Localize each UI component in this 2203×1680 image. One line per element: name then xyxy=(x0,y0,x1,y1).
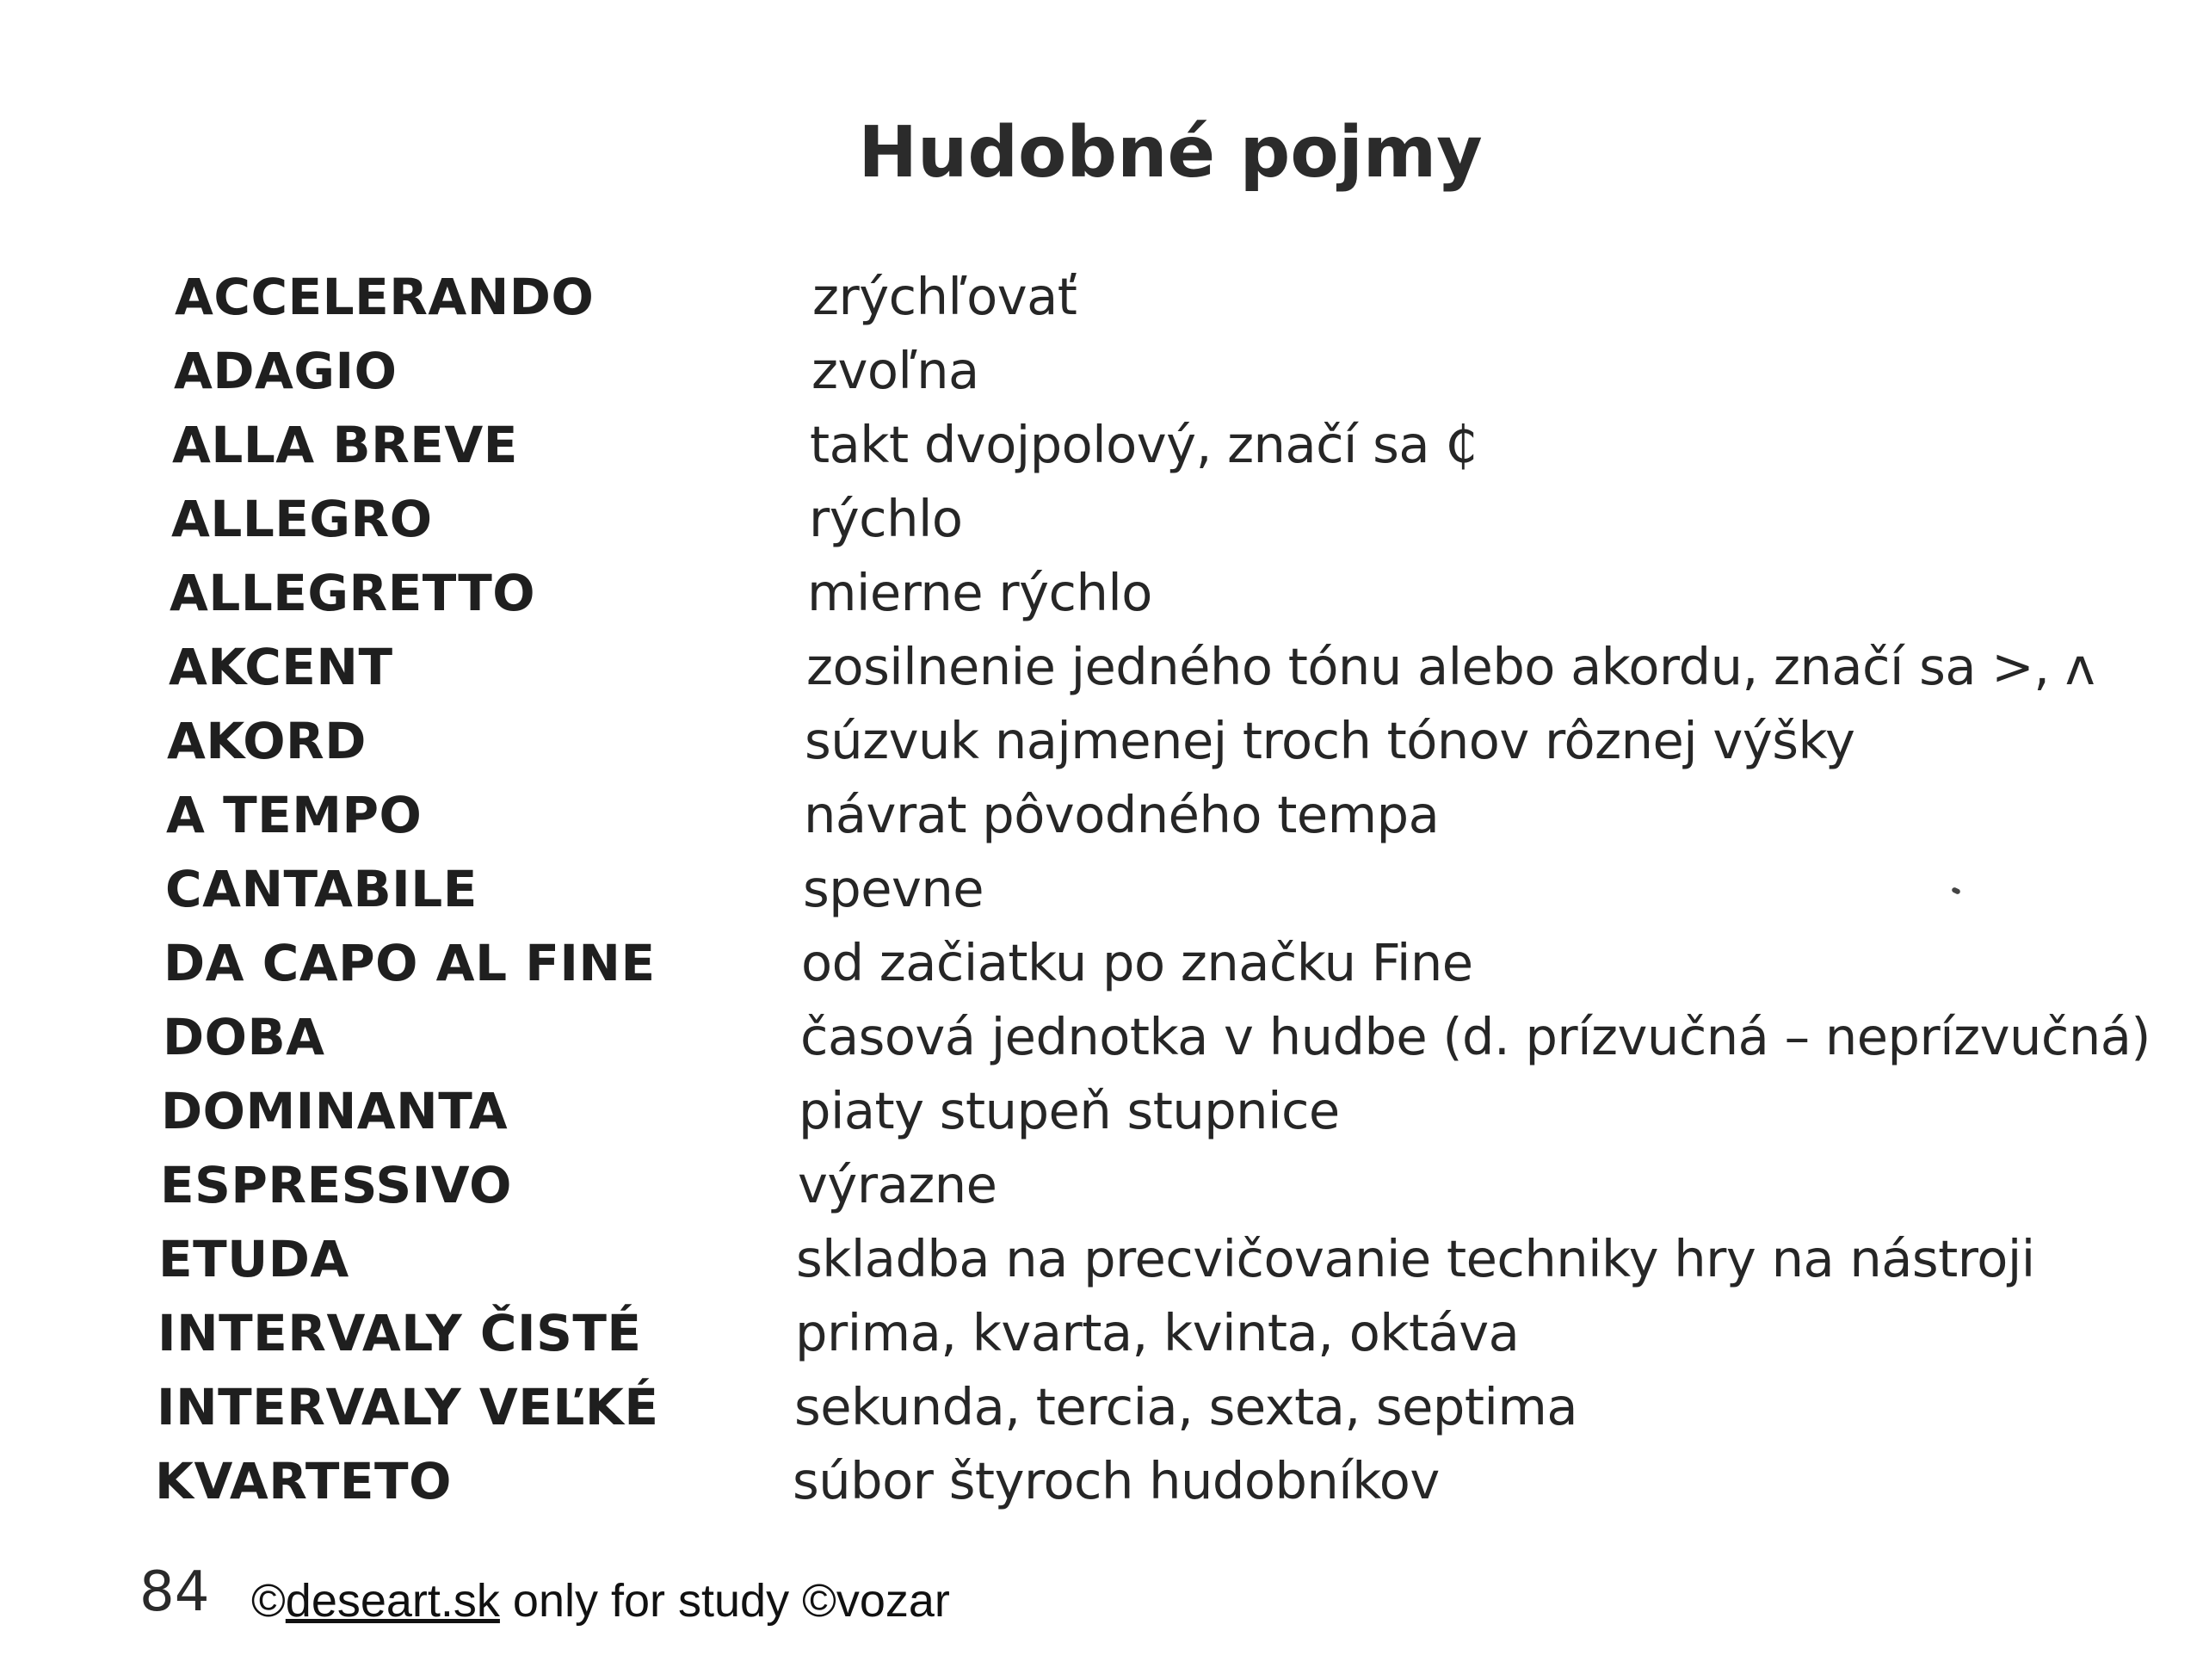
glossary-term: KVARTETO xyxy=(155,1452,452,1510)
glossary-definition: skladba na precvičovanie techniky hry na nástroji xyxy=(796,1229,2035,1288)
glossary-definition: časová jednotka v hudbe (d. prízvučná – neprízvučná) xyxy=(800,1007,2151,1066)
glossary-definition: súzvuk najmenej troch tónov rôznej výšky xyxy=(805,711,1855,770)
copyright-notice xyxy=(251,1558,950,1644)
page-number: 84 xyxy=(139,1560,210,1624)
glossary-definition: návrat pôvodného tempa xyxy=(804,785,1440,844)
glossary-definition: súbor štyroch hudobníkov xyxy=(793,1451,1440,1510)
glossary-term: INTERVALY ČISTÉ xyxy=(157,1304,642,1362)
glossary-row xyxy=(0,1296,2203,1370)
glossary-row xyxy=(0,1370,2203,1444)
glossary-definition: zvoľna xyxy=(811,341,979,400)
glossary-row xyxy=(0,630,2203,704)
glossary-definition: zrýchľovať xyxy=(812,267,1077,326)
page-title: Hudobné pojmy xyxy=(858,112,1483,194)
glossary-row xyxy=(0,1222,2203,1296)
glossary-term: INTERVALY VEĽKÉ xyxy=(157,1378,659,1436)
glossary-term: AKORD xyxy=(167,712,367,770)
glossary-term: DA CAPO AL FINE xyxy=(164,934,656,992)
glossary-term: AKCENT xyxy=(169,638,393,696)
glossary-row xyxy=(0,778,2203,852)
glossary-term: ADAGIO xyxy=(174,342,398,400)
glossary-definition: takt dvojpolový, značí sa ₵ xyxy=(810,415,1478,474)
glossary-row xyxy=(0,1074,2203,1148)
glossary-list xyxy=(0,260,2203,1534)
glossary-row xyxy=(0,704,2203,778)
glossary-term: ESPRESSIVO xyxy=(160,1156,512,1214)
copyright-suffix: only for study ©vozar xyxy=(499,1575,950,1627)
glossary-definition: rýchlo xyxy=(809,489,963,548)
glossary-row xyxy=(0,926,2203,1000)
glossary-row xyxy=(0,1444,2203,1518)
site-link[interactable]: deseart.sk xyxy=(285,1575,500,1627)
glossary-term: ETUDA xyxy=(158,1230,349,1288)
glossary-definition: sekunda, tercia, sexta, septima xyxy=(794,1377,1578,1436)
glossary-term: ALLA BREVE xyxy=(172,416,518,474)
glossary-term: ALLEGRETTO xyxy=(170,564,536,622)
glossary-term: CANTABILE xyxy=(165,860,478,918)
glossary-definition: prima, kvarta, kvinta, oktáva xyxy=(795,1303,1520,1362)
glossary-definition: výrazne xyxy=(798,1155,997,1214)
glossary-row xyxy=(0,408,2203,482)
glossary-term: DOBA xyxy=(163,1008,325,1066)
glossary-definition: piaty stupeň stupnice xyxy=(799,1081,1340,1140)
glossary-definition: zosilnenie jedného tónu alebo akordu, značí sa >, ʌ xyxy=(806,637,2095,696)
glossary-row xyxy=(0,334,2203,408)
glossary-term: A TEMPO xyxy=(166,786,423,844)
page-footer xyxy=(139,1549,1344,1635)
glossary-row xyxy=(0,260,2203,334)
glossary-row xyxy=(0,482,2203,556)
glossary-row xyxy=(0,1148,2203,1222)
glossary-definition: spevne xyxy=(803,859,984,918)
glossary-term: ALLEGRO xyxy=(171,490,433,548)
glossary-term: ACCELERANDO xyxy=(175,268,595,326)
glossary-row xyxy=(0,556,2203,630)
glossary-row xyxy=(0,1000,2203,1074)
copyright-prefix: © xyxy=(251,1575,286,1627)
glossary-definition: mierne rýchlo xyxy=(807,563,1152,622)
glossary-term: DOMINANTA xyxy=(161,1082,509,1140)
glossary-definition: od začiatku po značku Fine xyxy=(801,933,1473,992)
glossary-row xyxy=(0,852,2203,926)
